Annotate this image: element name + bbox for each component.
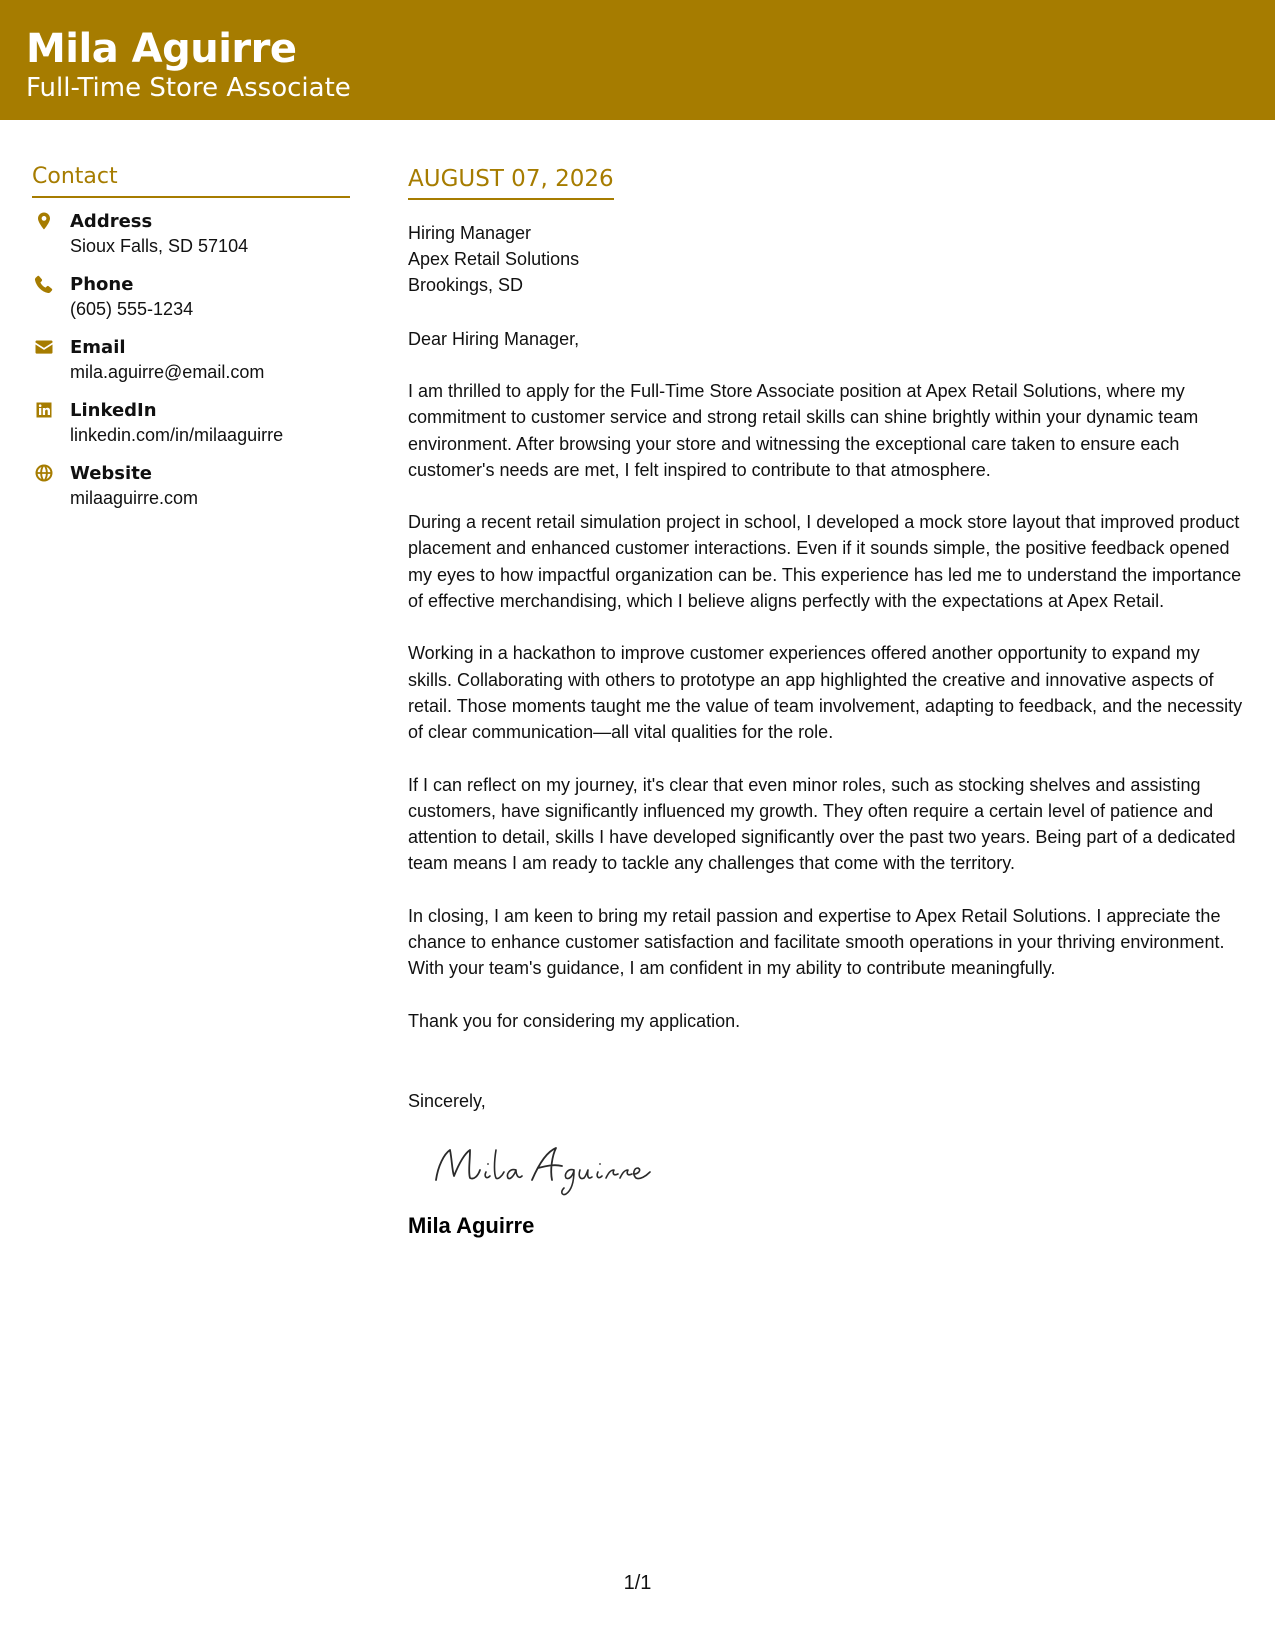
contact-label: LinkedIn: [70, 400, 157, 421]
letter-date: AUGUST 07, 2026: [408, 164, 614, 200]
contact-value: mila.aguirre@email.com: [70, 362, 265, 382]
contact-list: [32, 210, 352, 525]
contact-item-website: [32, 462, 352, 525]
letter-paragraph: I am thrilled to apply for the Full-Time Store Associate position at Apex Retail Solutions, where my commitment to customer service and strong retail skills can shine brightly within your dynamic team environment. After browsing your store and witnessing the exceptional care taken to ensure each customer's needs are met, I felt inspired to contribute to that atmosphere.: [408, 381, 1199, 480]
contact-value: milaaguirre.com: [70, 488, 199, 508]
linkedin-icon: [34, 400, 54, 422]
contact-item-address: [32, 210, 352, 273]
globe-icon: [34, 463, 54, 485]
salutation: Dear Hiring Manager,: [408, 329, 580, 349]
contact-label: Email: [70, 337, 126, 358]
contact-sidebar: [32, 162, 352, 525]
recipient-line: Brookings, SD: [408, 275, 524, 295]
letter-paragraph: During a recent retail simulation project in school, I developed a mock store layout that improved product placement and enhanced customer interactions. Even if it sounds simple, the positive feedback opened my eyes to how impactful organization can be. This experience has led me to understand the importance of effective merchandising, which I believe aligns perfectly with the expectations at Apex Retail.: [408, 512, 1242, 612]
letter-paragraph: Working in a hackathon to improve customer experiences offered another opportunity to expand my skills. Collaborating with others to prototype an app highlighted the creative and innovative aspects of retail. Those moments taught me the value of team involvement, adapting to feedback, and the necessity of clear communication—all vital qualities for the role.: [408, 643, 1243, 743]
envelope-icon: [34, 337, 54, 359]
map-pin-icon: [34, 211, 54, 233]
contact-item-linkedin: [32, 399, 352, 462]
contact-heading: Contact: [32, 162, 350, 198]
contact-item-phone: [32, 273, 352, 336]
contact-value: Sioux Falls, SD 57104: [70, 236, 249, 256]
letter-paragraph: In closing, I am keen to bring my retail passion and expertise to Apex Retail Solutions. I appreciate the chance to enhance customer satisfaction and facilitate smooth operations in your thriving environment. With your team's guidance, I am confident in my ability to contribute meaningfully.: [408, 905, 1225, 979]
contact-item-email: [32, 336, 352, 399]
letter-paragraph: Thank you for considering my application.: [408, 1010, 741, 1031]
applicant-role: Full-Time Store Associate: [26, 73, 351, 103]
contact-label: Address: [70, 211, 153, 232]
contact-value: linkedin.com/in/milaaguirre: [70, 425, 284, 445]
letter-body: [408, 164, 1248, 1240]
closing: Sincerely,: [408, 1090, 486, 1111]
handwritten-signature: [424, 1136, 664, 1198]
applicant-name: Mila Aguirre: [26, 26, 297, 72]
recipient-block: [408, 220, 1248, 298]
recipient-line: Apex Retail Solutions: [408, 249, 580, 269]
contact-label: Phone: [70, 274, 134, 295]
contact-value: (605) 555-1234: [70, 299, 194, 319]
header-banner: [0, 0, 1275, 120]
recipient-line: Hiring Manager: [408, 223, 532, 243]
page-number: 1/1: [623, 1572, 652, 1594]
letter-paragraph: If I can reflect on my journey, it's clear that even minor roles, such as stocking shelves and assisting customers, have significantly influenced my growth. They often require a certain level of patience and attention to detail, skills I have developed significantly over the past two years. Being part of a dedicated team means I am ready to tackle any challenges that come with the territory.: [408, 774, 1236, 874]
signer-name: Mila Aguirre: [408, 1212, 535, 1238]
phone-icon: [34, 274, 54, 296]
contact-label: Website: [70, 463, 153, 484]
